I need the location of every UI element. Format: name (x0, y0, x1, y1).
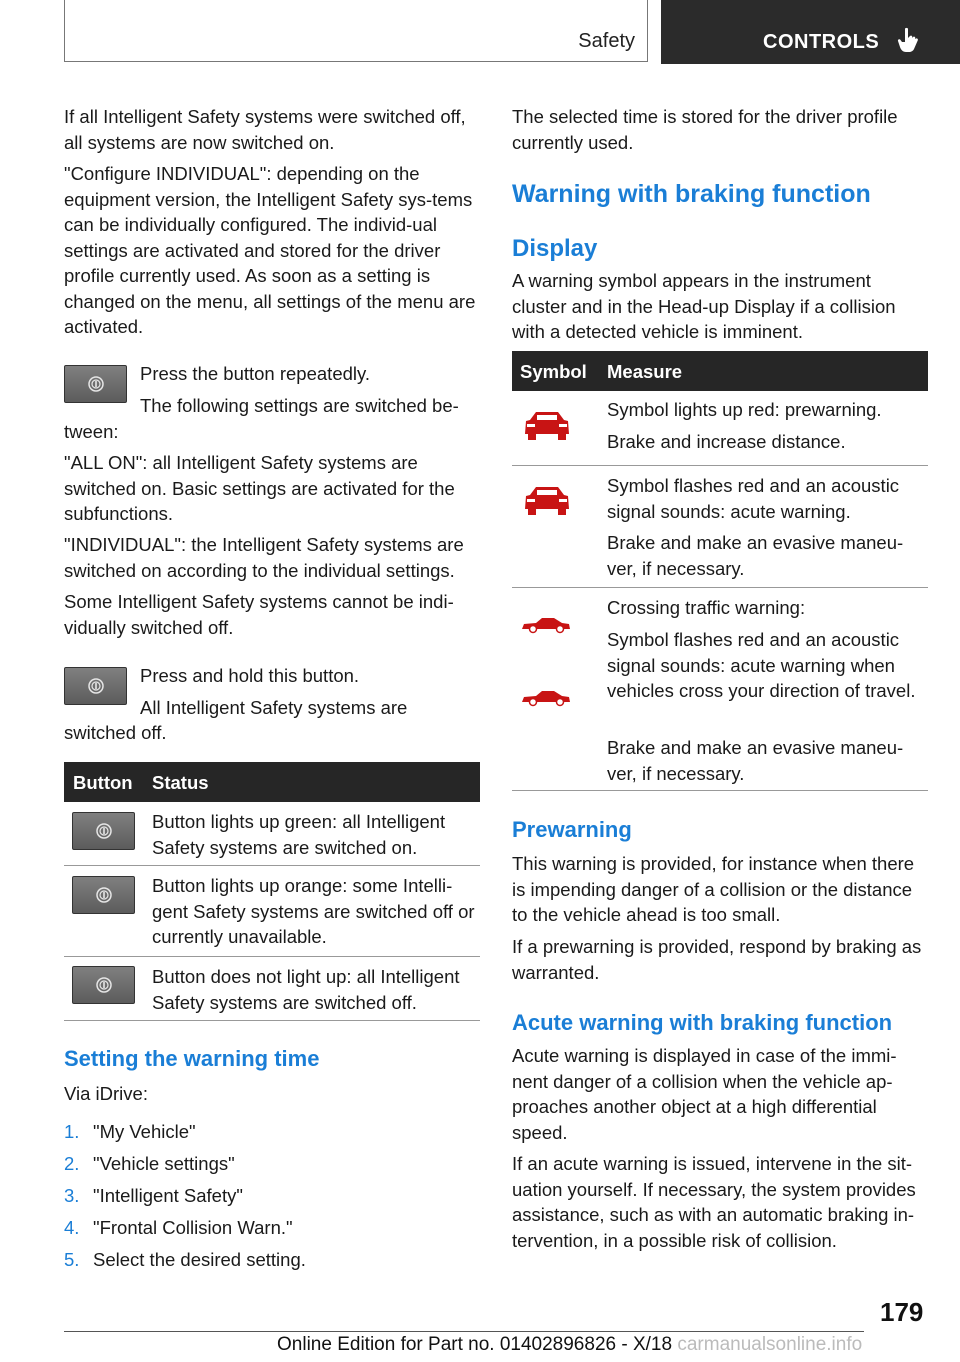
intelligent-safety-icon (95, 976, 113, 994)
header-chapter-title: CONTROLS (763, 31, 880, 53)
setting-warning-time-heading: Setting the warning time (64, 1046, 320, 1071)
settings-switched-text: The following settings are switched be- (140, 395, 459, 416)
prewarning-paragraph: This warning is provided, for instance when there is impending danger of a collision or the distance to the vehicle ahead is too small. (512, 853, 915, 925)
symbol-column-header: Symbol (520, 361, 587, 382)
table-bottom-divider (512, 790, 928, 791)
step-text: Select the desired setting. (93, 1249, 306, 1270)
status-orange-text: Button lights up orange: some Intelli-gent Safety systems are switched off or currently unavailable. (152, 875, 475, 947)
page-number: 179 (880, 1297, 924, 1327)
header-chapter-tab (661, 0, 960, 64)
button-green-image (72, 812, 135, 850)
status-off-text: Button does not light up: all Intelligent Safety systems are switched off. (152, 966, 460, 1013)
footer-edition-text: Online Edition for Part no. 01402896826 - X/18 (277, 1334, 673, 1355)
via-idrive-text: Via iDrive: (64, 1083, 148, 1104)
header-section-title: Safety (578, 30, 635, 52)
measure-acute-warning-text: Symbol flashes red and an acoustic signal sounds: acute warning. (607, 475, 900, 522)
car-side-crossing-icon (520, 688, 572, 708)
configure-individual-paragraph: "Configure INDIVIDUAL": depending on the equipment version, the Intelligent Safety sys-tems can be individually configured. The individ-ual settings are activated and stored for the driver profile currently used. As soon as a setting is changed on the menu, all settings of the menu are activated. (64, 163, 476, 337)
acute-warning-heading: Acute warning with braking function (512, 1010, 893, 1035)
footer-divider (64, 1331, 864, 1332)
measure-increase-distance-text: Brake and increase distance. (607, 431, 846, 452)
button-off-image (72, 966, 135, 1004)
acute-warning-paragraph: Acute warning is displayed in case of the immi-nent danger of a collision when the vehicle ap-proaches another object at a high differential speed. (512, 1045, 897, 1143)
some-systems-paragraph: Some Intelligent Safety systems cannot be indi-vidually switched off. (64, 591, 454, 638)
individual-paragraph: "INDIVIDUAL": the Intelligent Safety systems are switched on according to the individual settings. (64, 534, 464, 581)
car-side-crossing-icon (520, 615, 572, 635)
button-orange-image (72, 876, 135, 914)
status-column-header: Status (152, 772, 209, 793)
table-row-divider (512, 465, 928, 466)
intelligent-safety-icon (95, 822, 113, 840)
table-bottom-divider (64, 1020, 480, 1021)
step-text: "Frontal Collision Warn." (93, 1217, 293, 1238)
settings-switched-text-cont: tween: (64, 421, 119, 442)
intelligent-safety-icon (95, 886, 113, 904)
measure-column-header: Measure (607, 361, 683, 382)
press-hold-text: Press and hold this button. (140, 665, 360, 686)
button-column-header: Button (73, 772, 133, 793)
warning-braking-heading: Warning with braking function (512, 180, 871, 208)
prewarning-response-paragraph: If a prewarning is provided, respond by braking as warranted. (512, 936, 922, 983)
hand-pointer-icon (897, 27, 921, 53)
step-text: "Vehicle settings" (93, 1153, 235, 1174)
step-number: 2. (64, 1153, 80, 1174)
table-row-divider (64, 865, 480, 866)
step-text: "My Vehicle" (93, 1121, 196, 1142)
stored-profile-paragraph: The selected time is stored for the driver profile currently used. (512, 106, 898, 153)
measure-prewarning-text: Symbol lights up red: prewarning. (607, 399, 882, 420)
step-number: 5. (64, 1249, 80, 1270)
symbol-measure-table-header (512, 351, 928, 391)
all-on-paragraph: "ALL ON": all Intelligent Safety systems are switched on. Basic settings are activated for the subfunctions. (64, 452, 455, 524)
display-paragraph: A warning symbol appears in the instrument cluster and in the Head-up Display if a collision with a detected vehicle is imminent. (512, 270, 896, 342)
display-heading: Display (512, 235, 598, 262)
footer-watermark: carmanualsonline.info (677, 1334, 863, 1355)
press-repeatedly-text: Press the button repeatedly. (140, 363, 371, 384)
all-switched-off-text-cont: switched off. (64, 722, 167, 743)
button-status-table-header (64, 762, 480, 802)
step-number: 3. (64, 1185, 80, 1206)
intro-paragraph: If all Intelligent Safety systems were switched off, all systems are now switched on. (64, 106, 466, 153)
intelligent-safety-icon (87, 677, 105, 695)
intelligent-safety-button-image-2 (64, 667, 127, 705)
table-row-divider (64, 956, 480, 957)
prewarning-heading: Prewarning (512, 817, 632, 842)
table-row-divider (512, 587, 928, 588)
intelligent-safety-button-image (64, 365, 127, 403)
measure-crossing-evasive-text: Brake and make an evasive maneu-ver, if necessary. (607, 737, 904, 784)
measure-evasive-text: Brake and make an evasive maneu-ver, if necessary. (607, 532, 904, 579)
car-warning-flashing-icon (522, 485, 572, 519)
acute-intervene-paragraph: If an acute warning is issued, intervene in the sit-uation yourself. If necessary, the system provides assistance, such as with an automatic braking in-tervention, in a possible risk of collision. (512, 1153, 916, 1251)
intelligent-safety-icon (87, 375, 105, 393)
car-warning-icon (522, 410, 572, 444)
measure-crossing-traffic-text: Crossing traffic warning: (607, 597, 806, 618)
step-text: "Intelligent Safety" (93, 1185, 243, 1206)
step-number: 4. (64, 1217, 80, 1238)
all-switched-off-text: All Intelligent Safety systems are (140, 697, 408, 718)
step-number: 1. (64, 1121, 80, 1142)
status-green-text: Button lights up green: all Intelligent Safety systems are switched on. (152, 811, 446, 858)
footer-edition (277, 1334, 862, 1356)
measure-crossing-acute-text: Symbol flashes red and an acoustic signal sounds: acute warning when vehicles cross your direction of travel. (607, 629, 916, 701)
header-section-tab (64, 0, 648, 62)
